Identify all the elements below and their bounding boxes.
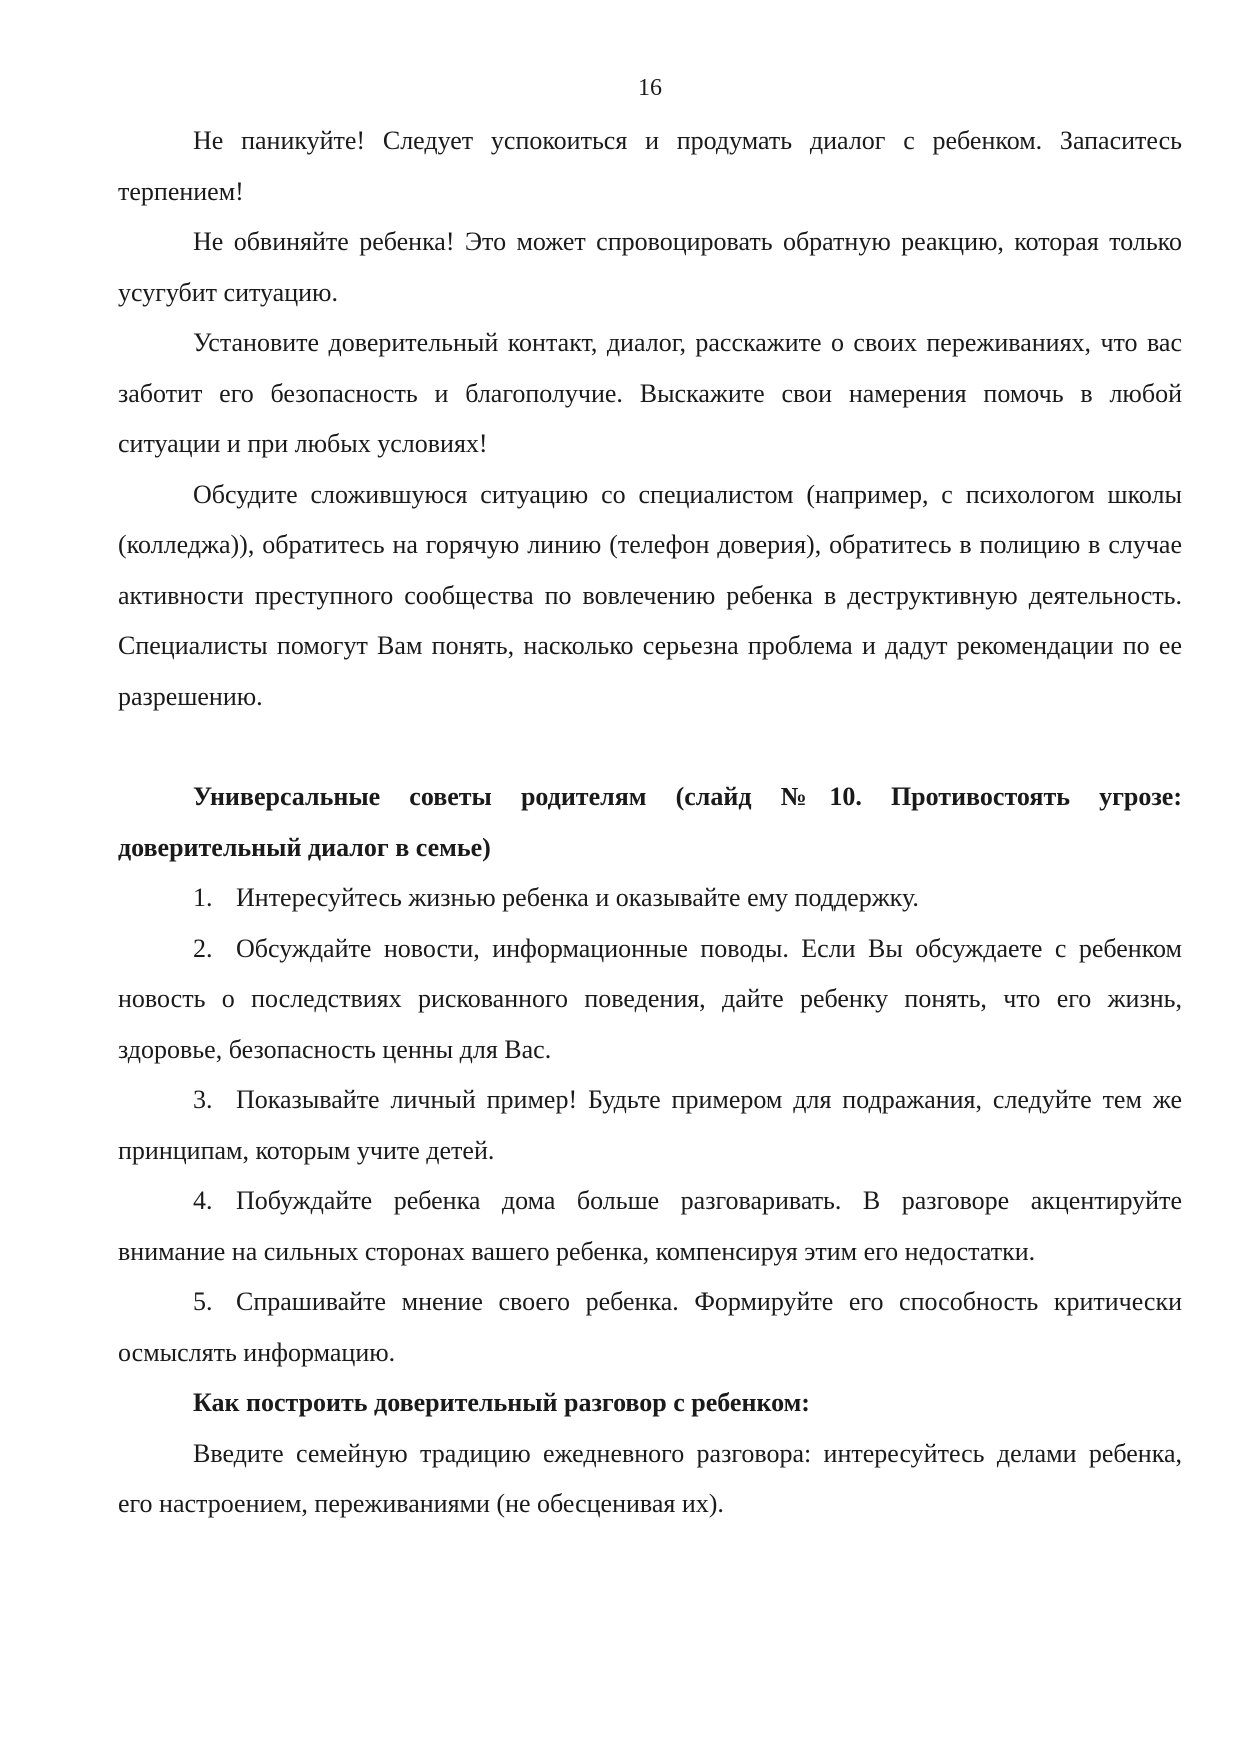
tip-item-1: [118, 873, 1182, 924]
paragraph-daily-tradition: Введите семейную традицию ежедневного разговора: интересуйтесь делами ребенка, его настроением, переживаниями (не обесценивая их).: [118, 1438, 1182, 1518]
tip-item-2: [118, 924, 1182, 1076]
tip-text: Обсуждайте новости, информационные поводы. Если Вы обсуждаете с ребенком новость о последствиях рискованного поведения, дайте ребенку понять, что его жизнь, здоровье, безопасность ценны для Вас.: [118, 933, 1182, 1064]
section-heading: Универсальные советы родителям (слайд №10. Противостоять угрозе: доверительный диалог в семье): [118, 782, 1182, 862]
page-content: [118, 116, 1182, 1530]
paragraph-consult-specialist: Обсудите сложившуюся ситуацию со специалистом (например, с психологом школы (колледжа)), обратитесь на горячую линию (телефон доверия), обратитесь в полицию в случае активности преступного сообщества по вовлечению ребенка в деструктивную деятельность. Специалисты помогут Вам понять, насколько серьезна проблема и дадут рекомендации по ее разрешению.: [118, 479, 1182, 711]
tip-text: Показывайте личный пример! Будьте примером для подражания, следуйте тем же принципам, которым учите детей.: [118, 1085, 1182, 1165]
paragraph-gap: [118, 722, 1182, 772]
tip-text: Побуждайте ребенка дома больше разговаривать. В разговоре акцентируйте внимание на сильных сторонах вашего ребенка, компенсируя этим его недостатки.: [118, 1186, 1182, 1266]
tip-item-4: [118, 1176, 1182, 1277]
tip-number: 5.: [193, 1287, 213, 1316]
tip-number: 1.: [193, 883, 213, 912]
page-number: 16: [638, 75, 662, 101]
tip-number: 2.: [193, 933, 213, 963]
paragraph-trust-contact: Установите доверительный контакт, диалог, расскажите о своих переживаниях, что вас заботит его безопасность и благополучие. Выскажите свои намерения помочь в любой ситуации и при любых условиях!: [118, 328, 1182, 458]
tip-number: 3.: [193, 1085, 213, 1114]
subheading-trust-conversation: Как построить доверительный разговор с ребенком:: [193, 1388, 810, 1417]
paragraph-dont-blame: Не обвиняйте ребенка! Это может спровоцировать обратную реакцию, которая только усугубит ситуацию.: [118, 227, 1182, 307]
tip-text: Интересуйтесь жизнью ребенка и оказывайте ему поддержку.: [236, 883, 919, 912]
tip-text: Спрашивайте мнение своего ребенка. Формируйте его способность критически осмыслять информацию.: [118, 1287, 1182, 1367]
tip-item-3: [118, 1075, 1182, 1176]
paragraph-dont-panic: Не паникуйте! Следует успокоиться и продумать диалог с ребенком. Запаситесь терпением!: [118, 126, 1182, 206]
tip-item-5: [118, 1277, 1182, 1378]
tip-number: 4.: [193, 1186, 213, 1215]
